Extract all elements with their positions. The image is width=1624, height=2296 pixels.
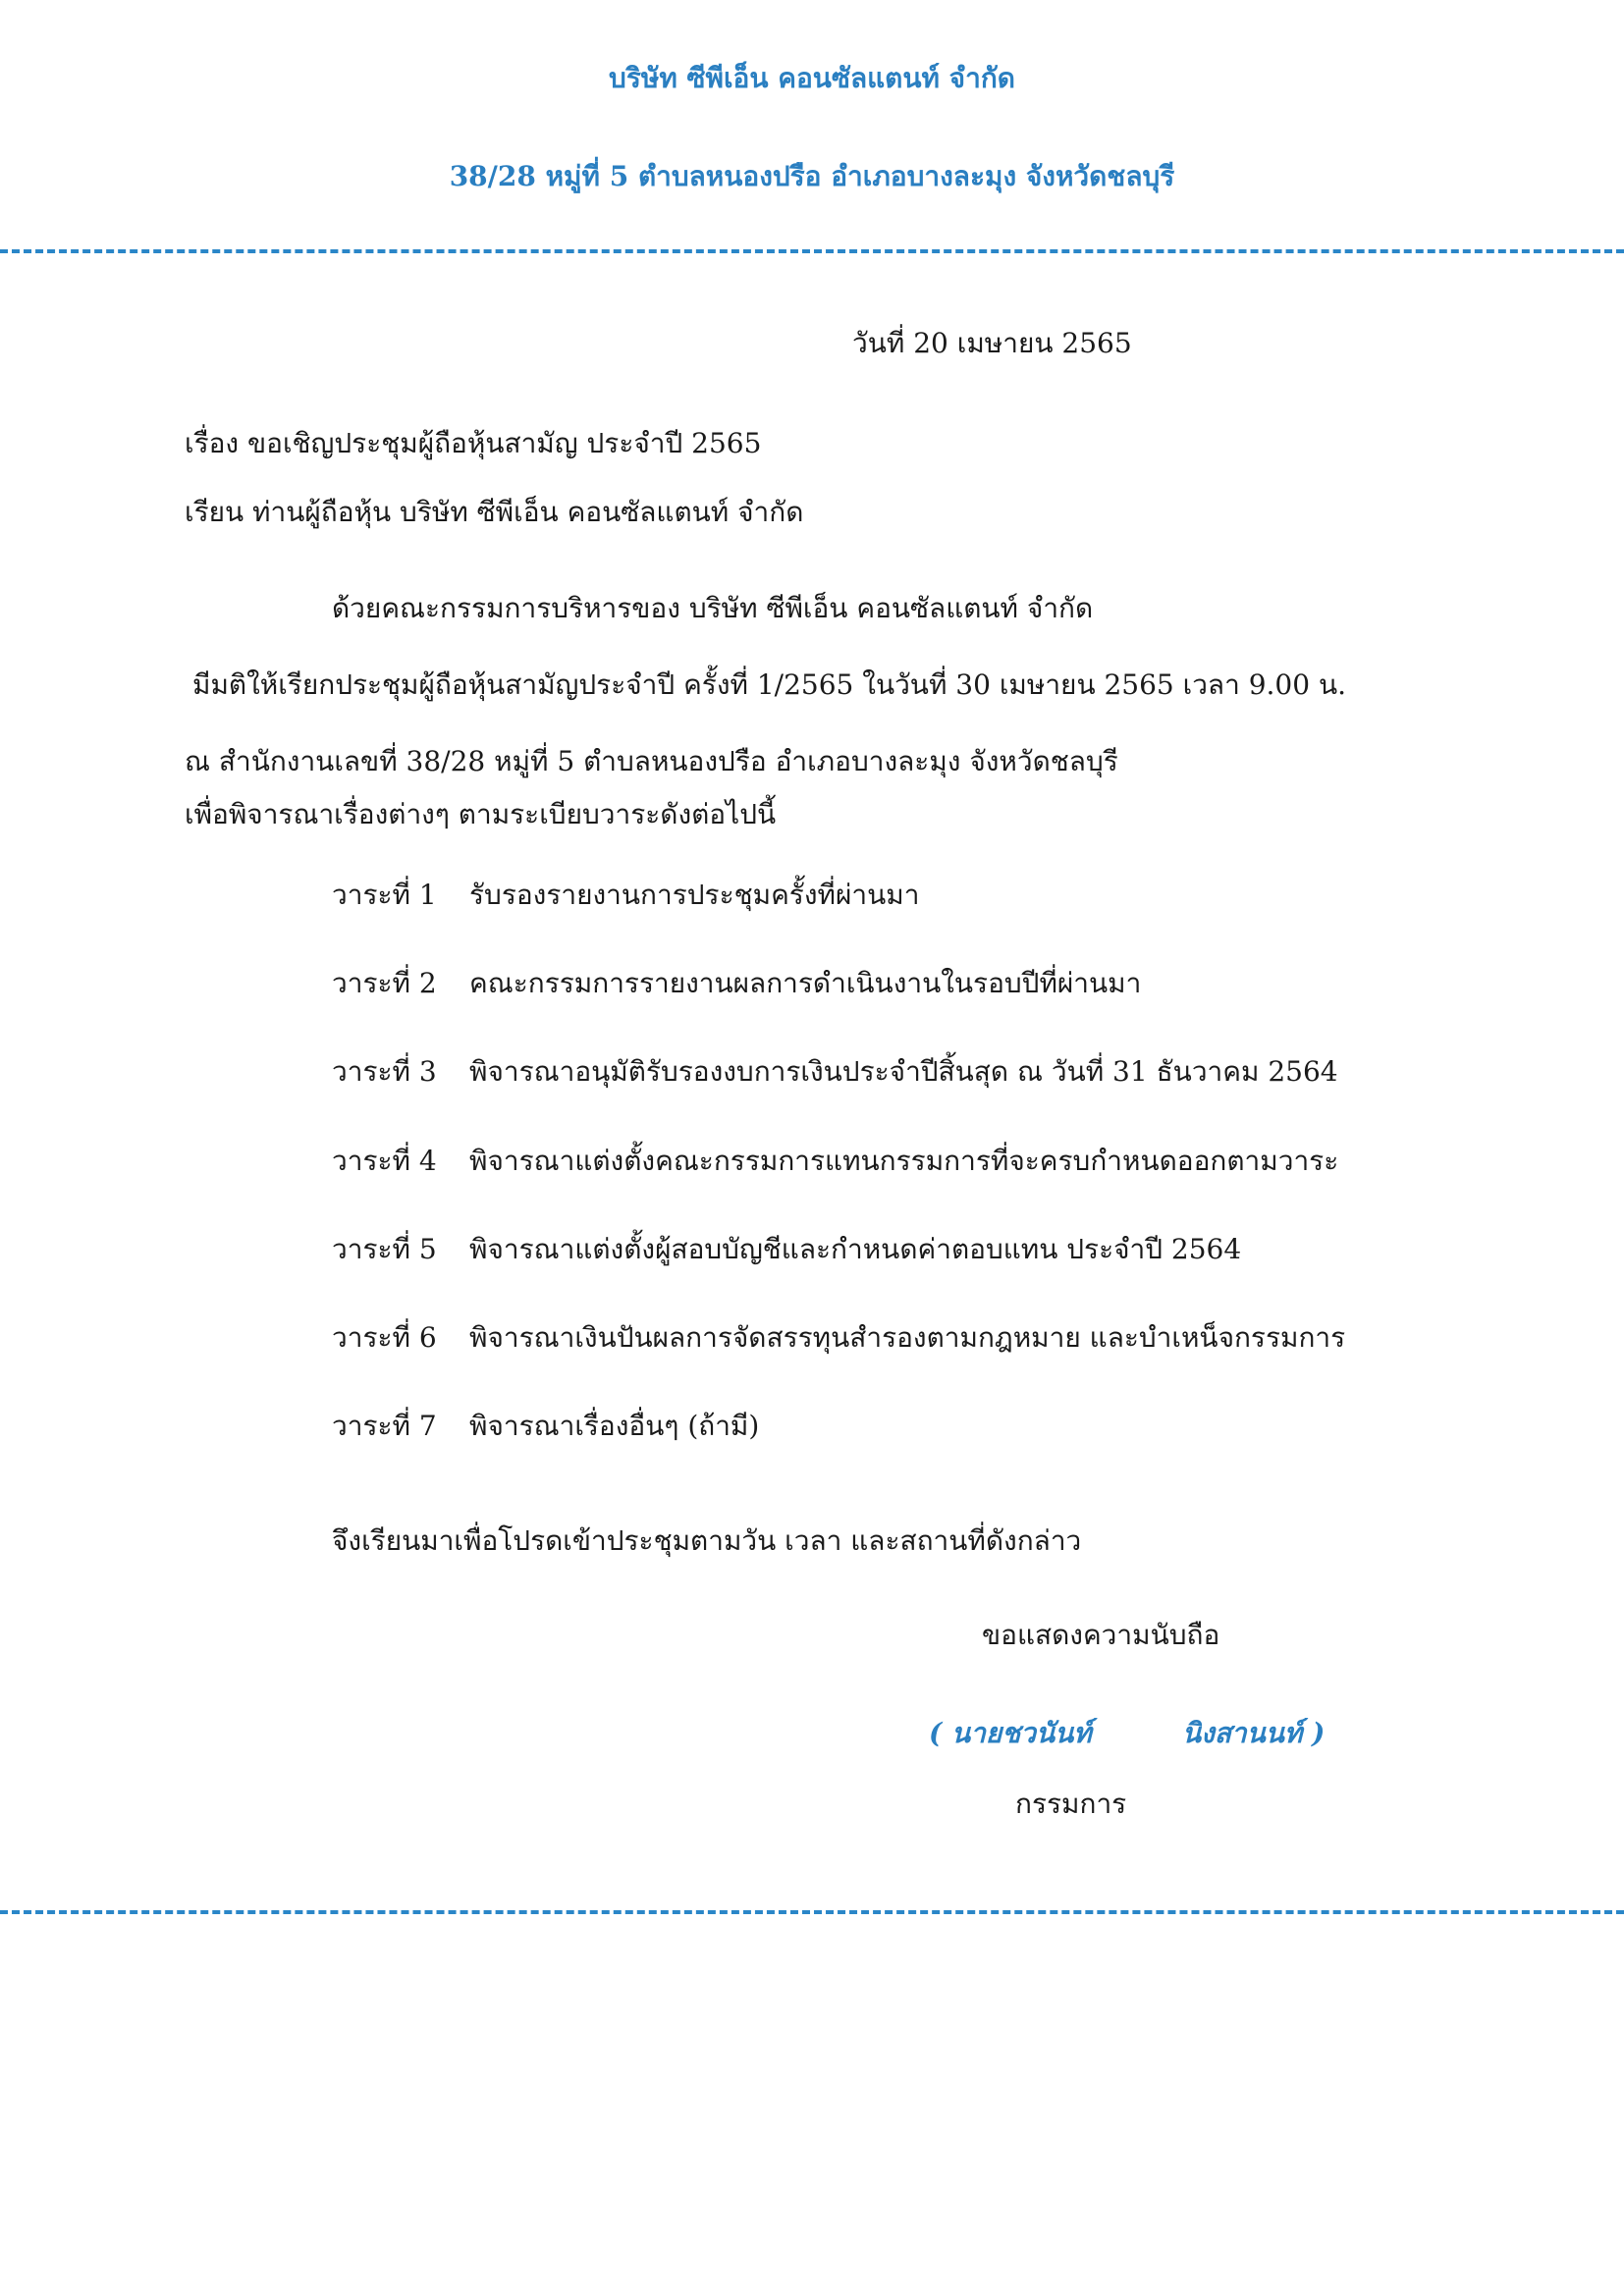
agenda-number: วาระที่ 5 <box>332 1233 437 1265</box>
letter-subject: เรื่อง ขอเชิญประชุมผู้ถือหุ้นสามัญ ประจำปี 2565 <box>185 427 762 459</box>
letter-date: วันที่ 20 เมษายน 2565 <box>852 327 1132 359</box>
agenda-text: พิจารณาแต่งตั้งคณะกรรมการแทนกรรมการที่จะครบกำหนดออกตามวาระ <box>469 1145 1339 1177</box>
closing-sentence: จึงเรียนมาเพื่อโปรดเข้าประชุมตามวัน เวลา และสถานที่ดังกล่าว <box>332 1524 1082 1557</box>
agenda-text: พิจารณาอนุมัติรับรองงบการเงินประจำปีสิ้นสุด ณ วันที่ 31 ธันวาคม 2564 <box>469 1055 1338 1088</box>
agenda-number: วาระที่ 4 <box>332 1145 437 1177</box>
agenda-text: พิจารณาแต่งตั้งผู้สอบบัญชีและกำหนดค่าตอบแทน ประจำปี 2564 <box>469 1233 1242 1265</box>
agenda-text: รับรองรายงานการประชุมครั้งที่ผ่านมา <box>469 879 920 911</box>
signer-position: กรรมการ <box>1015 1788 1127 1820</box>
agenda-text: คณะกรรมการรายงานผลการดำเนินงานในรอบปีที่ผ่านมา <box>469 967 1142 999</box>
complimentary-close: ขอแสดงความนับถือ <box>982 1619 1220 1651</box>
letter-recipient: เรียน ท่านผู้ถือหุ้น บริษัท ซีพีเอ็น คอนซัลแตนท์ จำกัด <box>185 496 804 528</box>
company-name: บริษัท ซีพีเอ็น คอนซัลแตนท์ จำกัด <box>609 62 1015 94</box>
body-paragraph-line-4: เพื่อพิจารณาเรื่องต่างๆ ตามระเบียบวาระดังต่อไปนี้ <box>185 798 777 830</box>
agenda-number: วาระที่ 6 <box>332 1321 437 1354</box>
body-paragraph-line-1: ด้วยคณะกรรมการบริหารของ บริษัท ซีพีเอ็น คอนซัลแตนท์ จำกัด <box>332 592 1094 624</box>
agenda-number: วาระที่ 2 <box>332 967 437 999</box>
footer-divider <box>0 1910 1624 1914</box>
agenda-number: วาระที่ 1 <box>332 879 437 911</box>
header-divider <box>0 249 1624 253</box>
body-paragraph-line-2: มีมติให้เรียกประชุมผู้ถือหุ้นสามัญประจำปี ครั้งที่ 1/2565 ในวันที่ 30 เมษายน 2565 เวลา 9.00 น. <box>192 668 1347 701</box>
agenda-number: วาระที่ 3 <box>332 1055 437 1088</box>
agenda-text: พิจารณาเงินปันผลการจัดสรรทุนสำรองตามกฎหมาย และบำเหน็จกรรมการ <box>469 1321 1346 1354</box>
signer-first-name: ( นายชวนันท์ <box>929 1717 1092 1749</box>
agenda-text: พิจารณาเรื่องอื่นๆ (ถ้ามี) <box>469 1410 760 1442</box>
company-address: 38/28 หมู่ที่ 5 ตำบลหนองปรือ อำเภอบางละมุง จังหวัดชลบุรี <box>449 160 1175 192</box>
body-paragraph-line-3: ณ สำนักงานเลขที่ 38/28 หมู่ที่ 5 ตำบลหนองปรือ อำเภอบางละมุง จังหวัดชลบุรี <box>185 745 1118 777</box>
agenda-number: วาระที่ 7 <box>332 1410 437 1442</box>
signer-last-name: นิงสานนท์ ) <box>1182 1717 1326 1749</box>
